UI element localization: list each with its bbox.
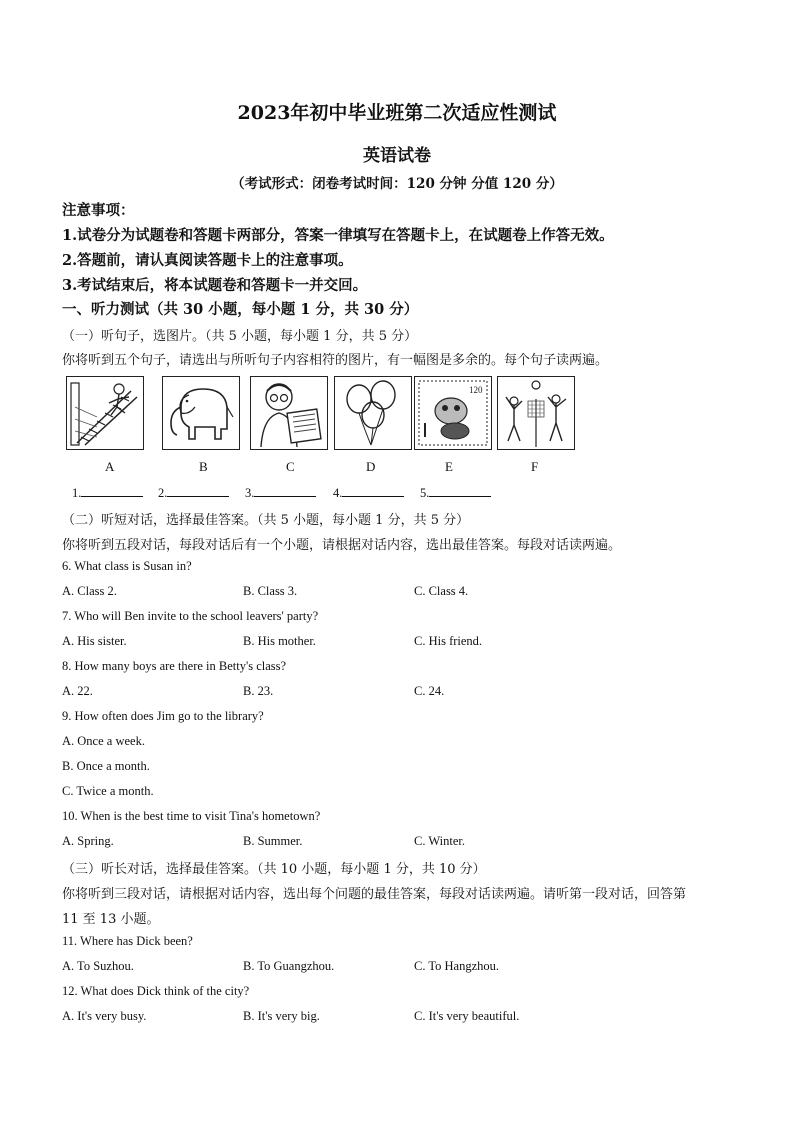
q8-option-c[interactable]: C. 24.	[414, 684, 445, 698]
q10-option-b[interactable]: B. Summer.	[243, 834, 303, 848]
q10-option-a[interactable]: A. Spring.	[62, 834, 114, 848]
note-item-2: 2.答题前，请认真阅读答题卡上的注意事项。	[62, 252, 353, 269]
exam-info: （考试形式：闭卷考试时间：120 分钟 分值 120 分）	[231, 176, 563, 192]
question-9: 9. How often does Jim go to the library?	[62, 709, 264, 723]
picture-d	[334, 376, 412, 450]
question-11: 11. Where has Dick been?	[62, 934, 193, 948]
answer-blank-5[interactable]: 5.	[420, 484, 491, 501]
part3-heading: （三）听长对话，选择最佳答案。（共 10 小题，每小题 1 分，共 10 分）	[62, 862, 486, 877]
answer-blank-1[interactable]: 1.	[72, 484, 143, 501]
balloons-icon	[335, 377, 411, 449]
picture-label-d: D	[366, 459, 376, 474]
q9-option-a[interactable]: A. Once a week.	[62, 734, 145, 748]
part3-instruction-line1: 你将听到三段对话，请根据对话内容，选出每个问题的最佳答案，每段对话读两遍。请听第一段对话，回答第	[62, 887, 687, 902]
q7-option-a[interactable]: A. His sister.	[62, 634, 127, 648]
part2-instruction: 你将听到五段对话，每段对话后有一个小题，请根据对话内容，选出最佳答案。每段对话读两遍。	[62, 538, 622, 553]
note-item-3: 3.考试结束后，将本试题卷和答题卡一并交回。	[62, 277, 368, 294]
q12-option-b[interactable]: B. It's very big.	[243, 1009, 320, 1023]
picture-c	[250, 376, 328, 450]
stamp-value: 120	[469, 385, 483, 395]
elephant-icon	[163, 377, 239, 449]
part1-heading: （一）听句子，选图片。（共 5 小题，每小题 1 分，共 5 分）	[62, 329, 418, 344]
picture-f	[497, 376, 575, 450]
q12-option-c[interactable]: C. It's very beautiful.	[414, 1009, 520, 1023]
question-10: 10. When is the best time to visit Tina's hometown?	[62, 809, 321, 823]
stairs-person-icon	[67, 377, 143, 449]
q11-option-c[interactable]: C. To Hangzhou.	[414, 959, 499, 973]
q11-option-b[interactable]: B. To Guangzhou.	[243, 959, 335, 973]
q6-option-a[interactable]: A. Class 2.	[62, 584, 117, 598]
notes-heading: 注意事项：	[62, 202, 135, 219]
answer-blank-3[interactable]: 3.	[245, 484, 316, 501]
picture-a	[66, 376, 144, 450]
q9-option-c[interactable]: C. Twice a month.	[62, 784, 154, 798]
exam-subtitle: 英语试卷	[363, 146, 431, 166]
exam-title: 2023年初中毕业班第二次适应性测试	[237, 102, 557, 124]
q12-option-a[interactable]: A. It's very busy.	[62, 1009, 147, 1023]
picture-label-f: F	[531, 459, 539, 474]
newspaper-reader-icon	[251, 377, 327, 449]
picture-label-c: C	[286, 459, 295, 474]
question-7: 7. Who will Ben invite to the school leavers' party?	[62, 609, 319, 623]
volleyball-icon	[498, 377, 574, 449]
q9-option-b[interactable]: B. Once a month.	[62, 759, 150, 773]
stamp-icon	[415, 377, 491, 449]
answer-blank-2[interactable]: 2.	[158, 484, 229, 501]
q6-option-c[interactable]: C. Class 4.	[414, 584, 469, 598]
answer-blank-4[interactable]: 4.	[333, 484, 404, 501]
note-item-1: 1.试卷分为试题卷和答题卡两部分，答案一律填写在答题卡上，在试题卷上作答无效。	[62, 227, 614, 244]
picture-label-a: A	[105, 459, 115, 474]
q10-option-c[interactable]: C. Winter.	[414, 834, 466, 848]
question-8: 8. How many boys are there in Betty's class?	[62, 659, 287, 673]
section1-heading: 一、听力测试（共 30 小题，每小题 1 分，共 30 分）	[62, 301, 419, 318]
part3-instruction-line2: 11 至 13 小题。	[62, 912, 160, 927]
picture-label-e: E	[445, 459, 453, 474]
q11-option-a[interactable]: A. To Suzhou.	[62, 959, 134, 973]
picture-e	[414, 376, 492, 450]
question-6: 6. What class is Susan in?	[62, 559, 192, 573]
part1-instruction: 你将听到五个句子，请选出与所听句子内容相符的图片，有一幅图是多余的。每个句子读两遍。	[62, 353, 609, 368]
picture-label-b: B	[199, 459, 208, 474]
q8-option-b[interactable]: B. 23.	[243, 684, 274, 698]
q8-option-a[interactable]: A. 22.	[62, 684, 93, 698]
question-12: 12. What does Dick think of the city?	[62, 984, 250, 998]
part2-heading: （二）听短对话，选择最佳答案。（共 5 小题，每小题 1 分，共 5 分）	[62, 513, 470, 528]
picture-b	[162, 376, 240, 450]
q7-option-c[interactable]: C. His friend.	[414, 634, 483, 648]
q6-option-b[interactable]: B. Class 3.	[243, 584, 298, 598]
q7-option-b[interactable]: B. His mother.	[243, 634, 316, 648]
